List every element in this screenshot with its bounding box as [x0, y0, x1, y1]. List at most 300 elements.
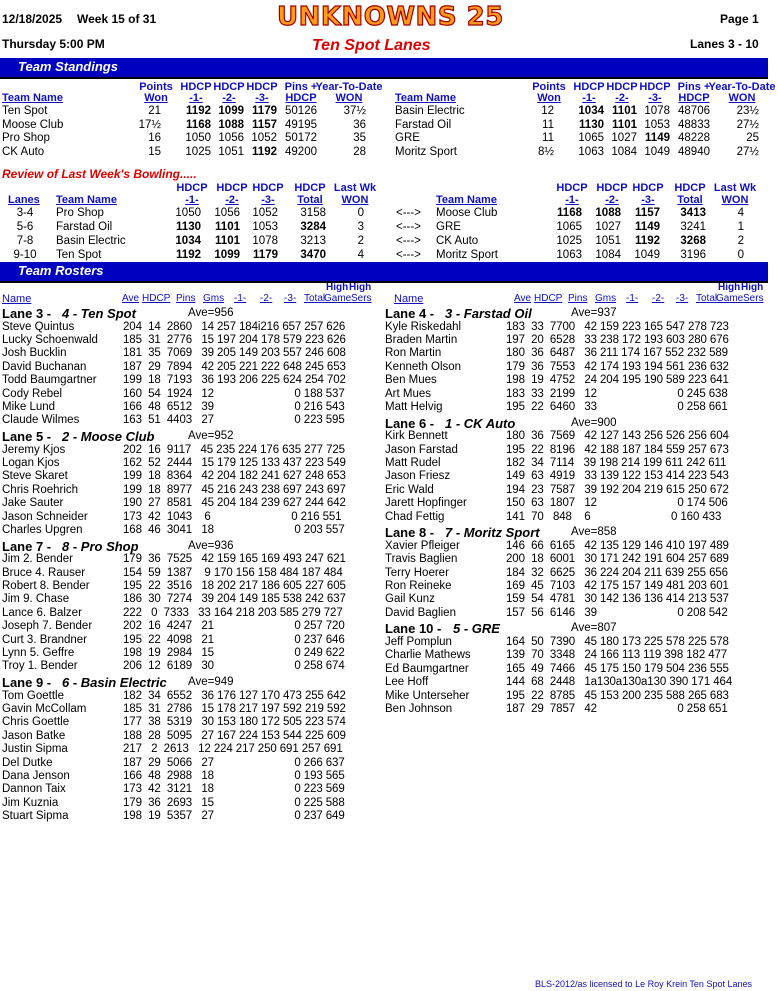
lane-team-name: 6 - Basin Electric [62, 675, 167, 690]
roster-player-stats: 141 70 848 6 0 160 433 [506, 510, 722, 523]
roster-col-header: Ave [122, 293, 140, 304]
lane-team-average: Ave=956 [188, 307, 234, 319]
points-won: 16 [148, 132, 161, 144]
points-won: 17½ [138, 118, 161, 131]
roster-player-stats: 184 32 6625 36 224 204 211 639 255 656 [506, 566, 728, 579]
roster-player-stats: 199 18 7193 36 193 206 225 624 254 702 [123, 374, 346, 387]
review-hdcp-score: 1084 [595, 249, 621, 261]
hdcp-game-2: 1084 [611, 145, 637, 158]
roster-player-name: Kirk Bennett [385, 430, 448, 443]
roster-col-header: Total [304, 293, 326, 304]
roster-player-name: Lucky Schoenwald [2, 334, 98, 346]
ytd-won: 27½ [736, 145, 759, 158]
hdcp-game-2: 1101 [612, 105, 637, 117]
roster-player-stats: 173 42 1043 6 0 216 551 [123, 510, 342, 523]
roster-col-header: Total [696, 293, 718, 304]
roster-player-name: Tom Goettle [2, 689, 64, 702]
lane-team-average: Ave=900 [571, 416, 617, 429]
lane-header: Lane 7 - [2, 538, 52, 554]
roster-player-stats: 166 48 6512 39 0 216 543 [123, 401, 345, 413]
review-col-header: HDCP [632, 182, 664, 194]
roster-player-stats: 144 68 2448 1a130a130a130 390 171 464 [506, 676, 733, 689]
roster-player-stats: 179 36 7553 42 174 193 194 561 236 632 [506, 360, 729, 373]
review-hdcp-score: 1053 [252, 221, 278, 233]
roster-player-stats: 168 46 3041 18 0 203 557 [123, 524, 345, 536]
review-heading: Review of Last Week's Bowling..... [2, 167, 197, 181]
roster-player-name: Eric Wald [385, 483, 434, 496]
review-lanes: 9-10 [13, 249, 37, 261]
standings-team-name: Basin Electric [395, 105, 465, 117]
roster-player-name: Ben Mues [385, 374, 437, 387]
ytd-won-header: WON [728, 92, 756, 104]
roster-col-header: -2- [652, 293, 665, 304]
roster-high-header: High [741, 282, 764, 293]
roster-player-stats: 180 36 7569 42 127 143 256 526 256 604 [506, 430, 729, 443]
roster-player-name: Jarett Hopfinger [385, 497, 467, 510]
hdcp-game-2: 1027 [611, 132, 637, 144]
roster-player-stats: 198 19 5357 27 0 237 649 [123, 810, 345, 823]
review-hdcp-score: 1056 [214, 207, 240, 219]
review-hdcp-score: 1157 [635, 207, 660, 219]
ytd-won-header: Year-To-Date [708, 81, 776, 93]
pins-hdcp-header: Pins + [284, 81, 318, 93]
roster-player-stats: 202 16 9117 45 235 224 176 635 277 725 [123, 443, 345, 456]
review-hdcp-score: 3284 [300, 221, 326, 233]
review-hdcp-score: 1065 [556, 221, 582, 233]
lane-header: Lane 8 - [385, 525, 435, 541]
roster-col-header: -3- [284, 293, 297, 304]
roster-player-stats: 163 51 4403 27 0 223 595 [123, 414, 345, 427]
hdcp-game-header: HDCP [180, 81, 212, 93]
roster-player-stats: 185 31 2786 15 178 217 197 592 219 592 [123, 703, 346, 715]
ytd-won-header: WON [335, 92, 363, 104]
review-hdcp-score: 1168 [557, 207, 582, 219]
points-won: 8½ [538, 145, 554, 158]
lane-header: Lane 3 - [2, 306, 52, 321]
section-title: Team Rosters [18, 263, 104, 278]
review-col-header: Last Wk [713, 182, 757, 194]
roster-player-name: Jake Sauter [2, 497, 64, 510]
pins-plus-hdcp: 48706 [678, 105, 710, 117]
hdcp-game-header: -2- [615, 92, 629, 104]
roster-player-name: Matt Helvig [385, 401, 443, 413]
hdcp-game-header: HDCP [213, 81, 245, 93]
league-logo: UNKNOWNS 25 [277, 2, 504, 32]
review-col-header: HDCP [294, 182, 326, 194]
roster-player-name: Todd Baumgartner [2, 374, 97, 387]
hdcp-game-2: 1051 [218, 145, 244, 158]
roster-player-stats: 169 45 7103 42 175 157 149 481 203 601 [506, 580, 729, 592]
hdcp-game-1: 1192 [186, 105, 211, 117]
roster-player-name: Gavin McCollam [2, 703, 87, 715]
review-col-header: HDCP [556, 182, 588, 194]
roster-player-name: Dannon Taix [2, 783, 66, 796]
footer-license: BLS-2012/as licensed to Le Roy Krein Ten Spot Lanes [535, 979, 752, 989]
review-won: 4 [357, 249, 364, 261]
roster-player-stats: 195 22 8785 45 153 200 235 588 265 683 [506, 689, 729, 702]
roster-player-name: Kenneth Olson [385, 360, 462, 373]
lane-header: Lane 6 - [385, 415, 435, 431]
roster-player-stats: 206 12 6189 30 0 258 674 [123, 660, 345, 673]
review-hdcp-score: 1025 [556, 235, 582, 247]
points-won: 11 [542, 118, 554, 131]
roster-player-stats: 199 18 8977 45 216 243 238 697 243 697 [123, 483, 346, 496]
roster-player-name: Justin Sipma [2, 743, 68, 756]
roster-player-stats: 179 36 2693 15 0 225 588 [123, 796, 345, 809]
roster-player-name: Steve Skaret [2, 470, 68, 483]
roster-player-stats: 195 22 6460 33 0 258 661 [506, 401, 728, 413]
roster-player-name: Terry Hoerer [385, 566, 449, 579]
lane-team-name: 5 - GRE [453, 621, 500, 637]
roster-player-name: Jim 2. Bender [2, 553, 73, 566]
roster-player-stats: 150 63 1807 12 0 174 506 [506, 497, 728, 510]
review-hdcp-score: 1051 [595, 235, 621, 247]
roster-player-stats: 204 14 2860 14 257 184i216 657 257 626 [123, 320, 346, 333]
pins-hdcp-header: HDCP [678, 92, 710, 104]
roster-player-name: Gail Kunz [385, 593, 435, 606]
roster-col-header: -2- [260, 293, 273, 304]
roster-player-name: Bruce 4. Rauser [2, 566, 86, 579]
roster-player-name: Jason Farstad [385, 443, 458, 456]
review-hdcp-score: 1034 [175, 235, 201, 247]
points-won: 15 [148, 145, 161, 158]
roster-player-stats: 195 22 4098 21 0 237 646 [123, 633, 345, 646]
review-hdcp-score: 1099 [214, 249, 240, 261]
review-won: 1 [737, 221, 744, 233]
roster-player-stats: 160 54 1924 12 0 188 537 [123, 387, 345, 400]
lane-team-average: Ave=952 [188, 430, 234, 442]
roster-player-name: Ed Baumgartner [385, 662, 469, 675]
roster-player-stats: 195 22 3516 18 202 217 186 605 227 605 [123, 580, 346, 592]
roster-player-name: Lance 6. Balzer [2, 606, 82, 619]
roster-col-header: -1- [234, 293, 247, 304]
roster-player-name: Jeremy Kjos [2, 443, 66, 456]
roster-player-name: Curt 3. Brandner [2, 633, 88, 646]
ytd-won: 27½ [736, 118, 759, 131]
lane-header: Lane 5 - [2, 429, 52, 444]
roster-player-stats: 149 63 4919 33 139 122 153 414 223 543 [506, 470, 729, 483]
roster-col-header: Sers [351, 293, 372, 304]
review-hdcp-score: 3213 [300, 235, 326, 247]
roster-player-name: Ben Johnson [385, 703, 453, 715]
roster-col-header: HDCP [142, 293, 171, 304]
roster-col-header: -3- [676, 293, 689, 304]
roster-player-name: Chad Fettig [385, 510, 445, 523]
review-col-header: -2- [605, 194, 619, 206]
roster-player-name: Jason Friesz [385, 470, 451, 483]
review-hdcp-score: 1052 [252, 207, 278, 219]
matchup-arrow: <---> [396, 207, 421, 219]
roster-player-stats: 187 29 7894 42 205 221 222 648 245 653 [123, 360, 346, 373]
roster-player-stats: 199 18 8364 42 204 182 241 627 248 653 [123, 470, 346, 483]
review-won: 0 [737, 249, 744, 261]
roster-player-name: Stuart Sipma [2, 810, 69, 823]
team-name-header: Team Name [436, 194, 497, 206]
roster-player-name: Jason Batke [2, 729, 66, 742]
roster-player-name: David Buchanan [2, 360, 87, 373]
roster-player-name: Jeff Pomplun [385, 636, 452, 648]
roster-player-name: David Baglien [385, 606, 456, 619]
hdcp-game-header: -1- [189, 92, 203, 104]
roster-player-stats: 195 22 8196 42 188 187 184 559 257 673 [506, 443, 729, 456]
ytd-won: 35 [353, 132, 366, 144]
review-team-name: GRE [436, 221, 461, 233]
roster-player-name: Logan Kjos [2, 457, 60, 469]
hdcp-game-1: 1168 [186, 118, 211, 131]
roster-player-stats: 202 16 4247 21 0 257 720 [123, 620, 345, 633]
roster-player-stats: 162 52 2444 15 179 125 133 437 223 549 [123, 457, 346, 469]
review-won: 2 [737, 235, 744, 247]
roster-player-name: Troy 1. Bender [2, 660, 78, 673]
roster-player-stats: 182 34 7114 39 198 214 199 611 242 611 [506, 457, 727, 469]
hdcp-game-3: 1049 [644, 145, 670, 158]
roster-player-stats: 198 19 2984 15 0 249 622 [123, 647, 345, 659]
hdcp-game-1: 1130 [579, 118, 604, 131]
review-hdcp-score: 1078 [252, 235, 278, 247]
roster-player-stats: 190 27 8581 45 204 184 239 627 244 642 [123, 497, 346, 510]
roster-player-stats: 165 49 7466 45 175 150 179 504 236 555 [506, 662, 729, 675]
review-team-name: Basin Electric [56, 235, 126, 247]
review-col-header: HDCP [674, 182, 706, 194]
review-won: 0 [357, 207, 364, 219]
hdcp-game-header: HDCP [639, 81, 671, 93]
roster-player-name: Josh Bucklin [2, 347, 67, 360]
roster-player-name: Chris Roehrich [2, 483, 79, 496]
team-name-header: Team Name [395, 92, 456, 104]
lane-team-average: Ave=858 [571, 526, 617, 539]
standings-team-name: Ten Spot [2, 105, 48, 117]
pins-hdcp-header: Pins + [677, 81, 711, 93]
roster-col-header: Pins [568, 293, 588, 304]
roster-player-stats: 139 70 3348 24 166 113 119 398 182 477 [506, 649, 728, 662]
roster-player-name: Jason Schneider [2, 510, 88, 523]
roster-player-name: Ron Martin [385, 347, 442, 360]
hdcp-game-3: 1052 [251, 132, 277, 144]
review-col-header: -2- [225, 194, 239, 206]
hdcp-game-2: 1056 [218, 132, 244, 144]
review-col-header: Last Wk [333, 182, 377, 194]
hdcp-game-3: 1053 [644, 118, 670, 131]
hdcp-game-header: -2- [222, 92, 236, 104]
roster-name-header: Name [2, 293, 32, 305]
points-won-header: Won [537, 92, 561, 104]
lanes-range: Lanes 3 - 10 [690, 37, 759, 51]
lane-team-name: 4 - Ten Spot [62, 306, 136, 321]
standings-team-name: Moritz Sport [395, 145, 457, 158]
roster-player-name: Charles Upgren [2, 524, 83, 536]
review-col-header: HDCP [596, 182, 628, 194]
review-col-header: HDCP [252, 182, 284, 194]
hdcp-game-1: 1034 [578, 105, 604, 117]
review-hdcp-score: 1101 [215, 235, 240, 247]
pins-plus-hdcp: 48940 [678, 145, 710, 158]
roster-player-name: Jim Kuznia [2, 796, 59, 809]
roster-player-stats: 217 2 2613 12 224 217 250 691 257 691 [123, 743, 343, 756]
review-hdcp-score: 1130 [176, 221, 201, 233]
review-col-header: -3- [261, 194, 275, 206]
roster-high-header: High [718, 282, 741, 293]
roster-player-name: Jim 9. Chase [2, 593, 70, 606]
roster-player-stats: 146 66 6165 42 135 129 146 410 197 489 [506, 539, 729, 552]
roster-player-name: Mike Lund [2, 401, 56, 413]
ytd-won: 28 [353, 145, 366, 158]
review-col-header: -1- [565, 194, 579, 206]
roster-col-header: Gms [595, 293, 617, 304]
roster-player-name: Dana Jenson [2, 770, 70, 782]
hdcp-game-1: 1065 [578, 132, 604, 144]
standings-team-name: Farstad Oil [395, 118, 452, 131]
roster-player-name: Robert 8. Bender [2, 580, 90, 592]
roster-col-header: HDCP [534, 293, 563, 304]
pins-plus-hdcp: 50126 [285, 105, 317, 117]
roster-player-name: Charlie Mathews [385, 649, 471, 662]
week-label: Week 15 of 31 [77, 12, 157, 26]
roster-player-name: Mike Unterseher [385, 689, 470, 702]
hdcp-game-2: 1101 [612, 118, 637, 131]
lane-team-average: Ave=807 [571, 622, 617, 635]
roster-player-name: Xavier Pfleiger [385, 539, 460, 552]
roster-player-stats: 177 38 5319 30 153 180 172 505 223 574 [123, 716, 346, 729]
hdcp-game-1: 1025 [185, 145, 211, 158]
roster-player-stats: 188 28 5095 27 167 224 153 544 225 609 [123, 729, 346, 742]
lane-team-name: 7 - Moritz Sport [445, 525, 540, 541]
roster-player-stats: 197 20 6528 33 238 172 193 603 280 676 [506, 334, 729, 346]
roster-player-stats: 198 19 4752 24 204 195 190 589 223 641 [506, 374, 729, 387]
review-lanes: 3-4 [16, 207, 34, 219]
pins-hdcp-header: HDCP [285, 92, 317, 104]
hdcp-game-3: 1179 [252, 105, 277, 117]
pins-plus-hdcp: 48833 [678, 118, 710, 131]
hdcp-game-2: 1088 [218, 118, 244, 131]
review-won: 3 [357, 221, 364, 233]
roster-col-header: Sers [743, 293, 764, 304]
hdcp-game-header: -3- [648, 92, 662, 104]
standings-team-name: CK Auto [2, 145, 45, 158]
day-time: Thursday 5:00 PM [2, 37, 105, 51]
roster-player-name: Joseph 7. Bender [2, 620, 93, 633]
lane-header: Lane 10 - [385, 621, 442, 637]
roster-player-name: Lee Hoff [385, 676, 429, 689]
review-col-header: -3- [641, 194, 655, 206]
review-team-name: Ten Spot [56, 249, 102, 261]
roster-player-name: Travis Baglien [385, 553, 458, 566]
roster-player-stats: 183 33 2199 12 0 245 638 [506, 387, 728, 400]
hdcp-game-header: -3- [255, 92, 269, 104]
hdcp-game-header: HDCP [606, 81, 638, 93]
review-col-header: HDCP [216, 182, 248, 194]
team-name-header: Team Name [2, 92, 63, 104]
lanes-header: Lanes [8, 194, 40, 206]
roster-player-stats: 187 29 5066 27 0 266 637 [123, 756, 345, 769]
review-hdcp-score: 1192 [176, 249, 201, 261]
ytd-won: 37½ [343, 105, 366, 117]
standings-team-name: Pro Shop [2, 132, 50, 144]
review-team-name: Moritz Sport [436, 249, 498, 261]
roster-player-stats: 173 42 3121 18 0 223 569 [123, 783, 345, 796]
review-team-name: CK Auto [436, 235, 479, 247]
page-number: Page 1 [720, 12, 759, 26]
matchup-arrow: <---> [396, 249, 421, 261]
report-date: 12/18/2025 [2, 12, 63, 26]
roster-player-stats: 200 18 6001 30 171 242 191 604 257 689 [506, 553, 729, 566]
roster-player-name: Ron Reineke [385, 580, 452, 592]
review-hdcp-score: 1049 [634, 249, 660, 261]
review-hdcp-score: 3158 [300, 207, 326, 219]
ytd-won-header: Year-To-Date [315, 81, 383, 93]
points-won-header: Won [144, 92, 168, 104]
standings-team-name: GRE [395, 132, 420, 144]
roster-player-stats: 159 54 4781 30 142 136 136 414 213 537 [506, 593, 729, 606]
pins-plus-hdcp: 48228 [678, 132, 710, 144]
review-col-header: WON [721, 194, 749, 206]
hdcp-game-3: 1157 [252, 118, 277, 131]
review-hdcp-score: 1192 [635, 235, 660, 247]
hdcp-game-3: 1149 [645, 132, 670, 144]
review-team-name: Farstad Oil [56, 221, 113, 233]
roster-player-name: Cody Rebel [2, 387, 63, 400]
lane-header: Lane 9 - [2, 675, 52, 690]
hdcp-game-1: 1050 [185, 132, 211, 144]
review-hdcp-score: 1088 [595, 207, 621, 219]
roster-player-name: Claude Wilmes [2, 414, 80, 427]
roster-high-header: High [349, 282, 372, 293]
roster-player-stats: 182 34 6552 36 176 127 170 473 255 642 [123, 689, 346, 702]
roster-player-stats: 166 48 2988 18 0 193 565 [123, 770, 345, 782]
roster-col-header: Ave [514, 293, 532, 304]
team-name-header: Team Name [56, 194, 117, 206]
roster-high-header: High [326, 282, 349, 293]
roster-col-header: Pins [176, 293, 196, 304]
roster-player-stats: 186 30 7274 39 204 149 185 538 242 637 [123, 593, 346, 606]
review-col-header: Total [297, 194, 323, 206]
review-hdcp-score: 1101 [215, 221, 240, 233]
roster-col-header: Game [324, 293, 352, 304]
review-col-header: HDCP [176, 182, 208, 194]
review-hdcp-score: 3413 [680, 207, 706, 219]
lane-team-average: Ave=936 [188, 539, 234, 552]
lane-header: Lane 4 - [385, 306, 435, 321]
points-won: 12 [541, 105, 554, 117]
roster-player-stats: 157 56 6146 39 0 208 542 [506, 606, 728, 619]
roster-player-name: Steve Quintus [2, 320, 75, 333]
review-hdcp-score: 1149 [635, 221, 660, 233]
hdcp-game-3: 1078 [644, 105, 670, 117]
review-hdcp-score: 3470 [300, 249, 326, 261]
hdcp-game-header: HDCP [246, 81, 278, 93]
review-hdcp-score: 3196 [680, 249, 706, 261]
ytd-won: 23½ [736, 105, 759, 117]
roster-player-name: Kyle Riskedahl [385, 320, 462, 333]
team-rosters-band [0, 262, 768, 283]
hdcp-game-2: 1099 [218, 105, 244, 117]
points-won-header: Points [532, 81, 566, 93]
review-col-header: -1- [185, 194, 199, 206]
roster-player-stats: 222 0 7333 33 164 218 203 585 279 727 [123, 606, 343, 619]
review-hdcp-score: 1027 [595, 221, 621, 233]
lane-team-name: 2 - Moose Club [62, 429, 155, 444]
review-won: 4 [737, 207, 744, 219]
roster-player-stats: 179 36 7525 42 159 165 169 493 247 621 [123, 553, 346, 566]
hdcp-game-header: HDCP [573, 81, 605, 93]
matchup-arrow: <---> [396, 235, 421, 247]
roster-player-name: Del Dutke [2, 756, 53, 769]
hdcp-game-header: -1- [582, 92, 596, 104]
ytd-won: 36 [353, 118, 366, 131]
center-name: Ten Spot Lanes [312, 37, 431, 54]
roster-col-header: Gms [203, 293, 225, 304]
lane-team-name: 1 - CK Auto [445, 415, 516, 431]
roster-name-header: Name [394, 293, 424, 305]
